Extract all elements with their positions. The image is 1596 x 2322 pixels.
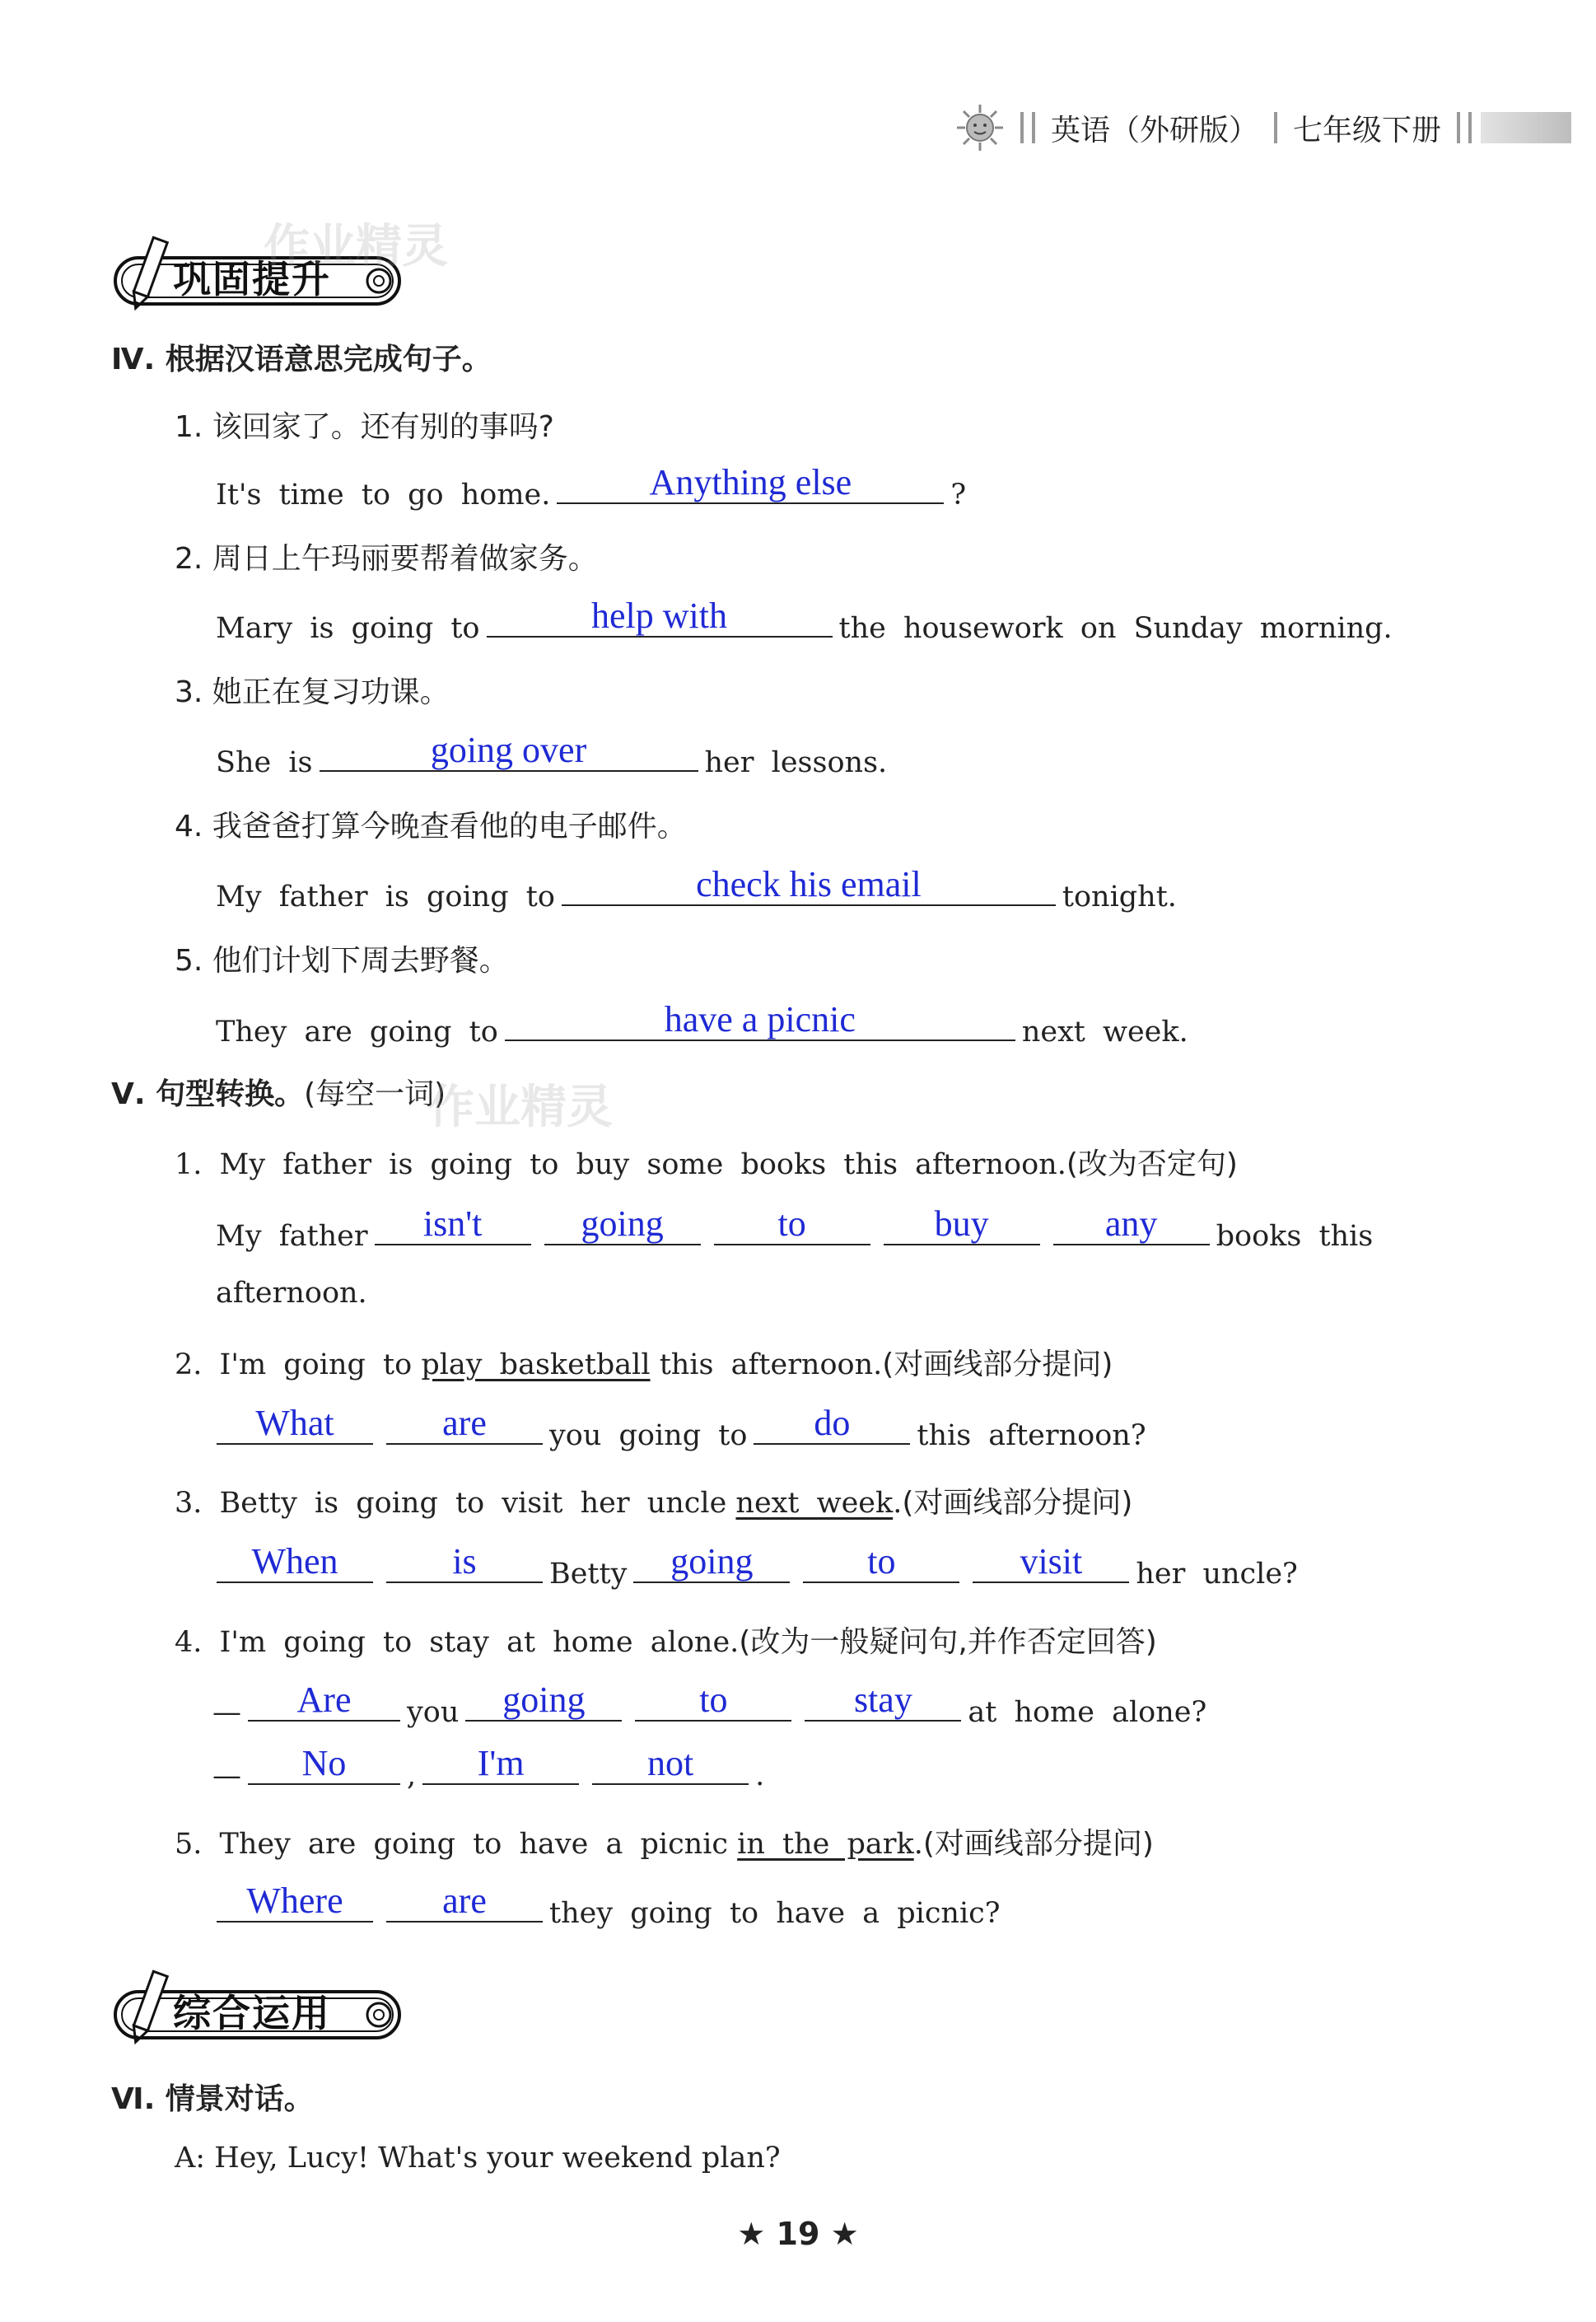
header-divider — [1457, 112, 1460, 143]
answer-blank[interactable] — [557, 462, 944, 504]
answer-blank[interactable] — [386, 1403, 543, 1445]
page-header — [955, 103, 1571, 152]
q4-item-1-prompt: 1. 该回家了。还有别的事吗? — [175, 410, 554, 444]
q4-item-4-prompt: 4. 我爸爸打算今晚查看他的电子邮件。 — [175, 810, 687, 843]
handwritten-answer: When — [251, 1541, 338, 1581]
answer-blank[interactable] — [714, 1203, 870, 1245]
answer-blank[interactable] — [487, 596, 833, 638]
answer-blank[interactable] — [386, 1880, 543, 1923]
answer-blank[interactable] — [633, 1541, 790, 1583]
answer-blank[interactable] — [754, 1403, 910, 1445]
answer-blank[interactable] — [248, 1743, 400, 1785]
answer-blank[interactable] — [465, 1680, 622, 1722]
handwritten-answer: No — [301, 1743, 347, 1783]
handwritten-answer: check his email — [696, 864, 922, 904]
header-bar — [1481, 112, 1571, 143]
answer-blank[interactable] — [217, 1541, 373, 1583]
answer-blank[interactable] — [803, 1541, 959, 1583]
header-divider — [1274, 112, 1277, 143]
handwritten-answer: have a picnic — [664, 999, 856, 1040]
answer-blank[interactable] — [505, 999, 1015, 1041]
q4-item-5-prompt: 5. 他们计划下周去野餐。 — [175, 944, 509, 978]
q5-item-2-question: 2. I'm going to play basketball this afternoon.(对画线部分提问) — [175, 1348, 1113, 1381]
dialogue-line: A: Hey, Lucy! What's your weekend plan? — [175, 2142, 781, 2175]
handwritten-answer: stay — [853, 1680, 912, 1720]
handwritten-answer: going — [581, 1203, 664, 1244]
q4-item-2-sentence: Mary is going to help with the housework on Sunday morning. — [216, 596, 1393, 645]
handwritten-answer: not — [647, 1743, 694, 1783]
q5-item-5-answer-line: Where are they going to have a picnic? — [210, 1888, 1001, 1930]
handwritten-answer: Where — [246, 1880, 343, 1921]
handwritten-answer: visit — [1020, 1541, 1083, 1581]
section-title: 巩固提升 — [173, 257, 331, 301]
answer-blank[interactable] — [1053, 1203, 1210, 1245]
answer-blank[interactable] — [386, 1541, 543, 1583]
handwritten-answer: any — [1104, 1203, 1158, 1244]
q5-item-1-answer-cont: afternoon. — [216, 1277, 367, 1310]
handwritten-answer: going — [670, 1541, 754, 1581]
answer-blank[interactable] — [544, 1203, 701, 1245]
header-subject: 英语（外研版） — [1050, 113, 1258, 147]
question-4-heading: Ⅳ. 根据汉语意思完成句子。 — [111, 343, 492, 376]
answer-blank[interactable] — [248, 1680, 400, 1722]
q5-item-3-question: 3. Betty is going to visit her uncle next week.(对画线部分提问) — [175, 1486, 1133, 1520]
underlined-phrase: next week — [735, 1487, 894, 1520]
handwritten-answer: going over — [430, 730, 587, 770]
handwritten-answer: is — [452, 1541, 477, 1581]
underlined-phrase: in the park — [737, 1828, 914, 1861]
handwritten-answer: help with — [591, 596, 727, 636]
handwritten-answer: Anything else — [649, 462, 852, 502]
handwritten-answer: to — [699, 1680, 728, 1720]
answer-blank[interactable] — [805, 1680, 961, 1722]
q5-item-4-answer-line-2: — No , I'm not . — [212, 1743, 765, 1792]
section-title: 综合运用 — [173, 1991, 331, 2035]
q5-item-3-answer-line: When is Betty going to visit her uncle? — [210, 1549, 1298, 1591]
q4-item-2-prompt: 2. 周日上午玛丽要帮着做家务。 — [175, 542, 598, 576]
q4-item-3-sentence: She is going over her lessons. — [216, 730, 888, 779]
handwritten-answer: Are — [296, 1680, 352, 1720]
q4-item-3-prompt: 3. 她正在复习功课。 — [175, 675, 450, 709]
q5-item-2-answer-line: What are you going to do this afternoon? — [210, 1410, 1146, 1452]
handwritten-answer: I'm — [477, 1743, 525, 1783]
handwritten-answer: isn't — [422, 1203, 483, 1244]
q5-item-1-answer-line: My father isn't going to buy any books this — [216, 1203, 1374, 1253]
handwritten-answer: are — [442, 1403, 487, 1443]
answer-blank[interactable] — [973, 1541, 1129, 1583]
q5-item-1-question: 1. My father is going to buy some books this afternoon.(改为否定句) — [175, 1147, 1238, 1181]
handwritten-answer: to — [777, 1203, 806, 1244]
answer-blank[interactable] — [217, 1403, 373, 1445]
q4-item-1-sentence: It's time to go home. Anything else ? — [216, 462, 967, 512]
header-divider — [1020, 112, 1024, 143]
header-divider — [1468, 112, 1472, 143]
page-number: ★ 19 ★ — [737, 2216, 859, 2252]
handwritten-answer: do — [814, 1403, 851, 1443]
q5-item-4-answer-line-1: — Are you going to stay at home alone? — [212, 1680, 1207, 1729]
handwritten-answer: What — [255, 1403, 334, 1443]
q5-item-4-question: 4. I'm going to stay at home alone.(改为一般疑问句,并作否定回答) — [175, 1625, 1157, 1659]
handwritten-answer: going — [502, 1680, 586, 1720]
header-grade: 七年级下册 — [1292, 113, 1441, 147]
question-5-heading: Ⅴ. 句型转换。(每空一词) — [111, 1077, 446, 1111]
q5-item-5-question: 5. They are going to have a picnic in the park.(对画线部分提问) — [175, 1827, 1154, 1861]
underlined-phrase: play basketball — [421, 1348, 651, 1381]
answer-blank[interactable] — [592, 1743, 749, 1785]
handwritten-answer: buy — [934, 1203, 989, 1244]
handwritten-answer: are — [442, 1880, 487, 1921]
answer-blank[interactable] — [217, 1880, 373, 1923]
answer-blank[interactable] — [562, 864, 1056, 906]
answer-blank[interactable] — [375, 1203, 531, 1245]
answer-blank[interactable] — [422, 1743, 579, 1785]
answer-blank[interactable] — [884, 1203, 1040, 1245]
question-6-heading: Ⅵ. 情景对话。 — [111, 2082, 314, 2116]
handwritten-answer: to — [867, 1541, 896, 1581]
sun-icon — [955, 103, 1005, 152]
header-divider — [1032, 112, 1035, 143]
watermark: 作业精灵 — [264, 220, 448, 273]
q4-item-5-sentence: They are going to have a picnic next week. — [216, 999, 1188, 1049]
answer-blank[interactable] — [320, 730, 698, 772]
watermark: 作业精灵 — [428, 1081, 613, 1134]
answer-blank[interactable] — [635, 1680, 791, 1722]
section-banner-apply — [99, 1969, 412, 2051]
q4-item-4-sentence: My father is going to check his email tonight. — [216, 864, 1177, 913]
